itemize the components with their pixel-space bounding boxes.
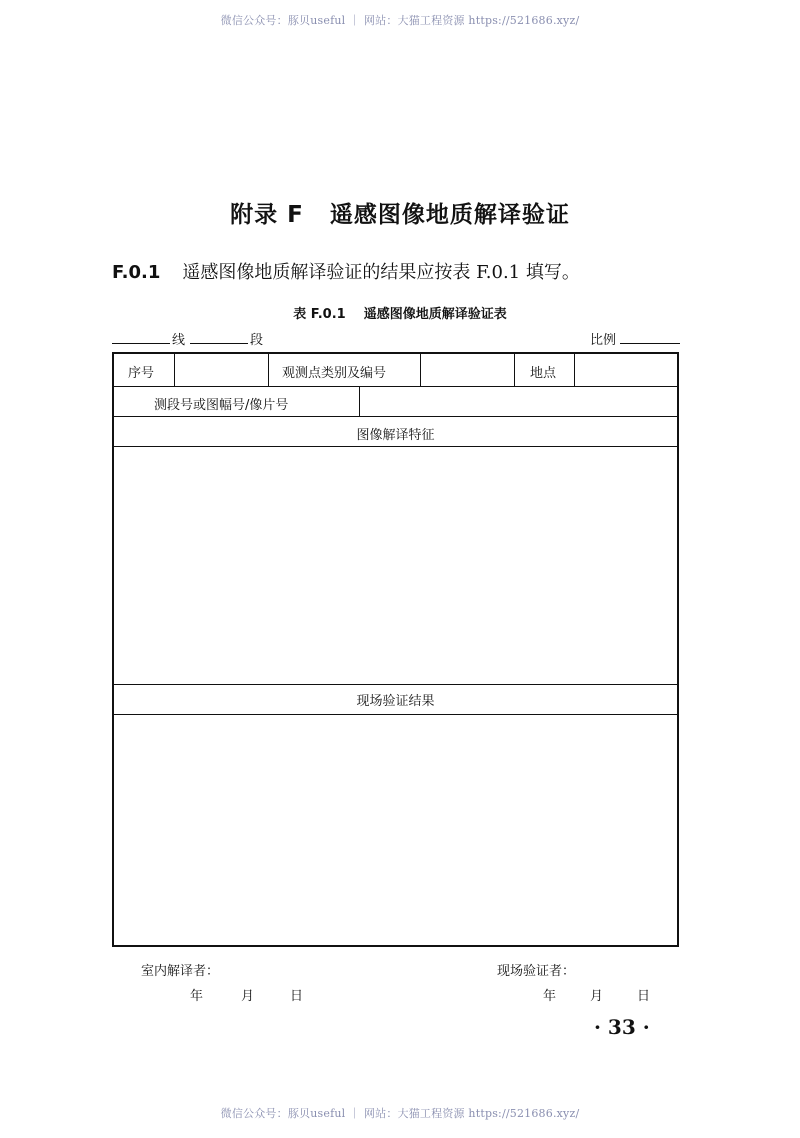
- field-verification-heading: 现场验证结果: [356, 694, 435, 709]
- line-label: 线: [172, 333, 186, 348]
- indoor-date: [190, 985, 303, 1004]
- features-area-bottom-border: [114, 684, 677, 685]
- segment-label: 段: [250, 333, 264, 348]
- table-caption: [0, 303, 800, 322]
- field-day-label: 日: [637, 989, 651, 1004]
- point-type-field[interactable]: [421, 354, 513, 386]
- watermark-top: 微信公众号：豚贝useful ｜ 网站：大猫工程资源 https://521686.xyz/: [220, 14, 580, 27]
- page-number: · 33 ·: [594, 1015, 650, 1039]
- clause-number: F.0.1: [112, 262, 161, 283]
- point-type-label: 观测点类别及编号: [282, 366, 387, 381]
- indoor-year-label: 年: [190, 989, 204, 1004]
- indoor-day-label: 日: [290, 989, 304, 1004]
- line-blank[interactable]: [112, 343, 170, 344]
- serial-number-field[interactable]: [175, 354, 267, 386]
- field-verifier-label: 现场验证者：: [497, 964, 576, 979]
- segment-blank[interactable]: [190, 343, 248, 344]
- table-caption-number: 表 F.0.1: [293, 307, 346, 322]
- appendix-title-text: 遥感图像地质解译验证: [329, 202, 570, 228]
- serial-number-label: 序号: [128, 366, 155, 381]
- segment-sheet-label: 测段号或图幅号/像片号: [154, 398, 289, 413]
- verification-form-table: [112, 352, 679, 947]
- location-field[interactable]: [575, 354, 677, 386]
- row1-divider-2: [268, 354, 269, 386]
- table-caption-title: 遥感图像地质解译验证表: [363, 307, 507, 322]
- location-label: 地点: [530, 366, 557, 381]
- field-date: [543, 985, 650, 1004]
- appendix-title: [0, 196, 800, 229]
- interpretation-features-heading: 图像解译特征: [356, 428, 435, 443]
- watermark-bottom: 微信公众号：豚贝useful ｜ 网站：大猫工程资源 https://521686.xyz/: [220, 1107, 580, 1120]
- table-header-line: [112, 327, 680, 349]
- field-month-label: 月: [590, 989, 604, 1004]
- segment-sheet-field[interactable]: [360, 387, 677, 416]
- appendix-label: 附录 F: [230, 202, 304, 228]
- clause-text: 遥感图像地质解译验证的结果应按表 F.0.1 填写。: [182, 262, 580, 283]
- row1-divider-4: [514, 354, 515, 386]
- indoor-interpreter-label: 室内解译者：: [141, 964, 220, 979]
- scale-label: 比例: [590, 333, 617, 348]
- field-year-label: 年: [543, 989, 557, 1004]
- scale-blank[interactable]: [620, 343, 680, 344]
- interpretation-features-area[interactable]: [114, 447, 677, 683]
- clause-f01: [112, 258, 580, 284]
- row2-bottom-border: [114, 416, 677, 417]
- indoor-month-label: 月: [241, 989, 255, 1004]
- field-verification-area[interactable]: [114, 715, 677, 945]
